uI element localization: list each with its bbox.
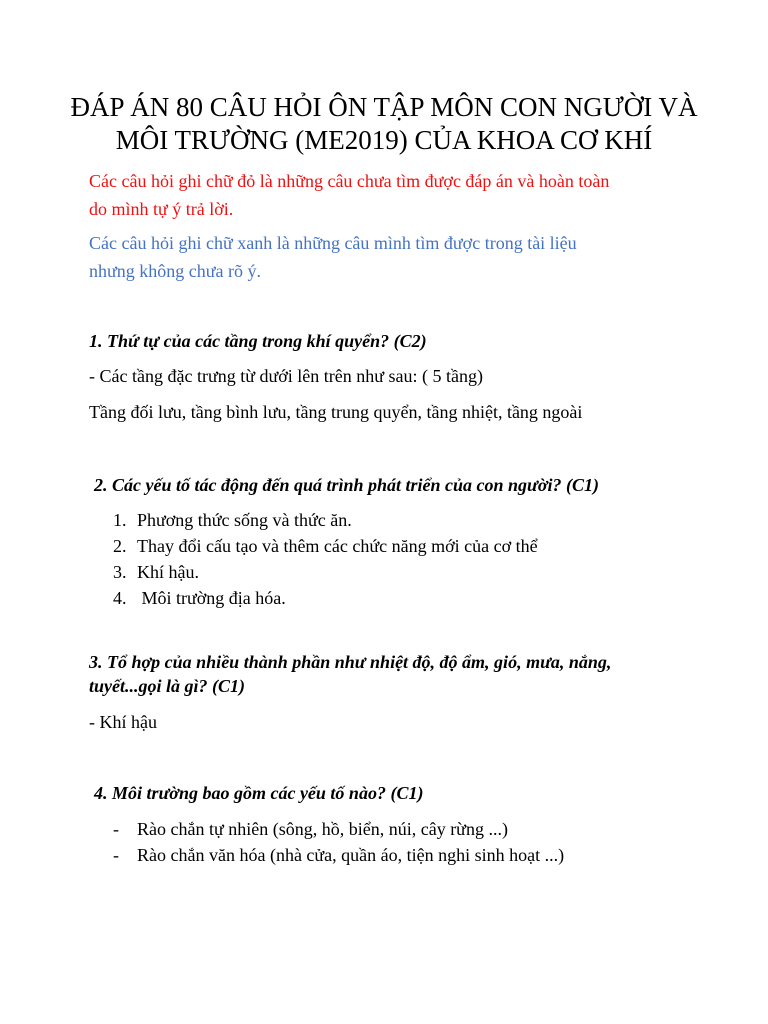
blue-note-line-1: Các câu hỏi ghi chữ xanh là những câu mình tìm được trong tài liệu bbox=[89, 233, 577, 253]
list-item bbox=[113, 816, 508, 842]
list-item-text: Phương thức sống và thức ăn. bbox=[137, 510, 352, 530]
question-3-line-1: 3. Tổ hợp của nhiều thành phần như nhiệt độ, độ ẩm, gió, mưa, nắng, bbox=[89, 652, 612, 672]
red-note-line-1: Các câu hỏi ghi chữ đỏ là những câu chưa tìm được đáp án và hoàn toàn bbox=[89, 171, 610, 191]
list-item-text: Môi trường địa hóa. bbox=[137, 588, 286, 608]
list-marker: 3. bbox=[113, 562, 127, 582]
question-3-answer: - Khí hậu bbox=[89, 712, 157, 732]
list-item bbox=[113, 585, 286, 611]
list-item-text: Khí hậu. bbox=[137, 562, 199, 582]
blue-note-line-2: nhưng không chưa rõ ý. bbox=[89, 261, 261, 281]
document-title-line-2: MÔI TRƯỜNG (ME2019) CỦA KHOA CƠ KHÍ bbox=[115, 125, 653, 155]
list-marker: 1. bbox=[113, 510, 127, 530]
list-item-text: Rào chắn văn hóa (nhà cửa, quần áo, tiện nghi sinh hoạt ...) bbox=[137, 845, 565, 865]
question-1: 1. Thứ tự của các tầng trong khí quyển? (C2) bbox=[89, 331, 427, 351]
list-marker: - bbox=[113, 819, 119, 839]
question-4: 4. Môi trường bao gồm các yếu tố nào? (C1) bbox=[94, 783, 424, 803]
list-marker: 4. bbox=[113, 588, 127, 608]
document-title-line-1: ĐÁP ÁN 80 CÂU HỎI ÔN TẬP MÔN CON NGƯỜI VÀ bbox=[70, 92, 698, 122]
list-item bbox=[113, 507, 352, 533]
question-1-answer-line-1: - Các tầng đặc trưng từ dưới lên trên như sau: ( 5 tầng) bbox=[89, 366, 483, 386]
list-item-text: Rào chắn tự nhiên (sông, hồ, biển, núi, cây rừng ...) bbox=[137, 819, 508, 839]
question-3-line-2: tuyết...gọi là gì? (C1) bbox=[89, 676, 245, 696]
list-item bbox=[113, 842, 564, 868]
list-marker: 2. bbox=[113, 536, 127, 556]
question-1-answer-line-2: Tầng đối lưu, tầng bình lưu, tầng trung quyển, tầng nhiệt, tầng ngoài bbox=[89, 402, 583, 422]
list-item bbox=[113, 533, 538, 559]
red-note-line-2: do mình tự ý trả lời. bbox=[89, 199, 234, 219]
question-2: 2. Các yếu tố tác động đến quá trình phát triển của con người? (C1) bbox=[94, 475, 599, 495]
list-marker: - bbox=[113, 845, 119, 865]
list-item bbox=[113, 559, 199, 585]
list-item-text: Thay đổi cấu tạo và thêm các chức năng mới của cơ thể bbox=[137, 536, 538, 556]
